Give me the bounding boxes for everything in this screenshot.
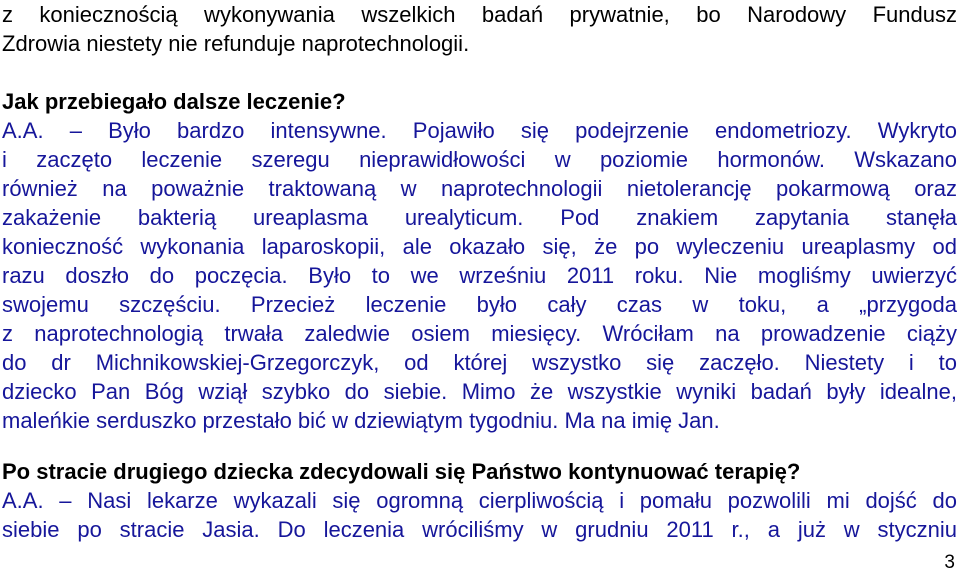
paragraph-line: z koniecznością wykonywania wszelkich badań prywatnie, bo Narodowy Fundusz [2,2,957,27]
answer-line: do dr Michnikowskiej-Grzegorczyk, od której wszystko się zaczęło. Niestety i to [2,350,957,375]
answer-line: również na poważnie traktowaną w naprotechnologii nietolerancję pokarmową oraz [2,176,957,201]
answer-line: zakażenie bakterią ureaplasma urealyticum. Pod znakiem zapytania stanęła [2,205,957,230]
page-number: 3 [944,552,955,573]
answer-line: konieczność wykonania laparoskopii, ale okazało się, że po wyleczeniu ureaplasmy od [2,234,957,259]
answer-line: razu doszło do poczęcia. Było to we wrześniu 2011 roku. Nie mogliśmy uwierzyć [2,263,957,288]
answer-line: A.A. – Nasi lekarze wykazali się ogromną cierpliwością i pomału pozwolili mi dojść do [2,488,957,513]
answer-line: A.A. – Było bardzo intensywne. Pojawiło się podejrzenie endometriozy. Wykryto [2,118,957,143]
answer-line: siebie po stracie Jasia. Do leczenia wróciliśmy w grudniu 2011 r., a już w styczniu [2,517,957,542]
answer-line: z naprotechnologią trwała zaledwie osiem miesięcy. Wróciłam na prowadzenie ciąży [2,321,957,346]
paragraph-line: Zdrowia niestety nie refunduje naprotechnologii. [2,31,470,56]
answer-line: maleńkie serduszko przestało bić w dziewiątym tygodniu. Ma na imię Jan. [2,408,720,433]
answer-line: dziecko Pan Bóg wziął szybko do siebie. Mimo że wszystkie wyniki badań były idealne, [2,379,957,404]
answer-line: i zaczęto leczenie szeregu nieprawidłowości w poziomie hormonów. Wskazano [2,147,957,172]
interview-question: Po stracie drugiego dziecka zdecydowali się Państwo kontynuować terapię? [2,459,801,484]
answer-line: swojemu szczęściu. Przecież leczenie było cały czas w toku, a „przygoda [2,292,957,317]
interview-question: Jak przebiegało dalsze leczenie? [2,89,346,114]
